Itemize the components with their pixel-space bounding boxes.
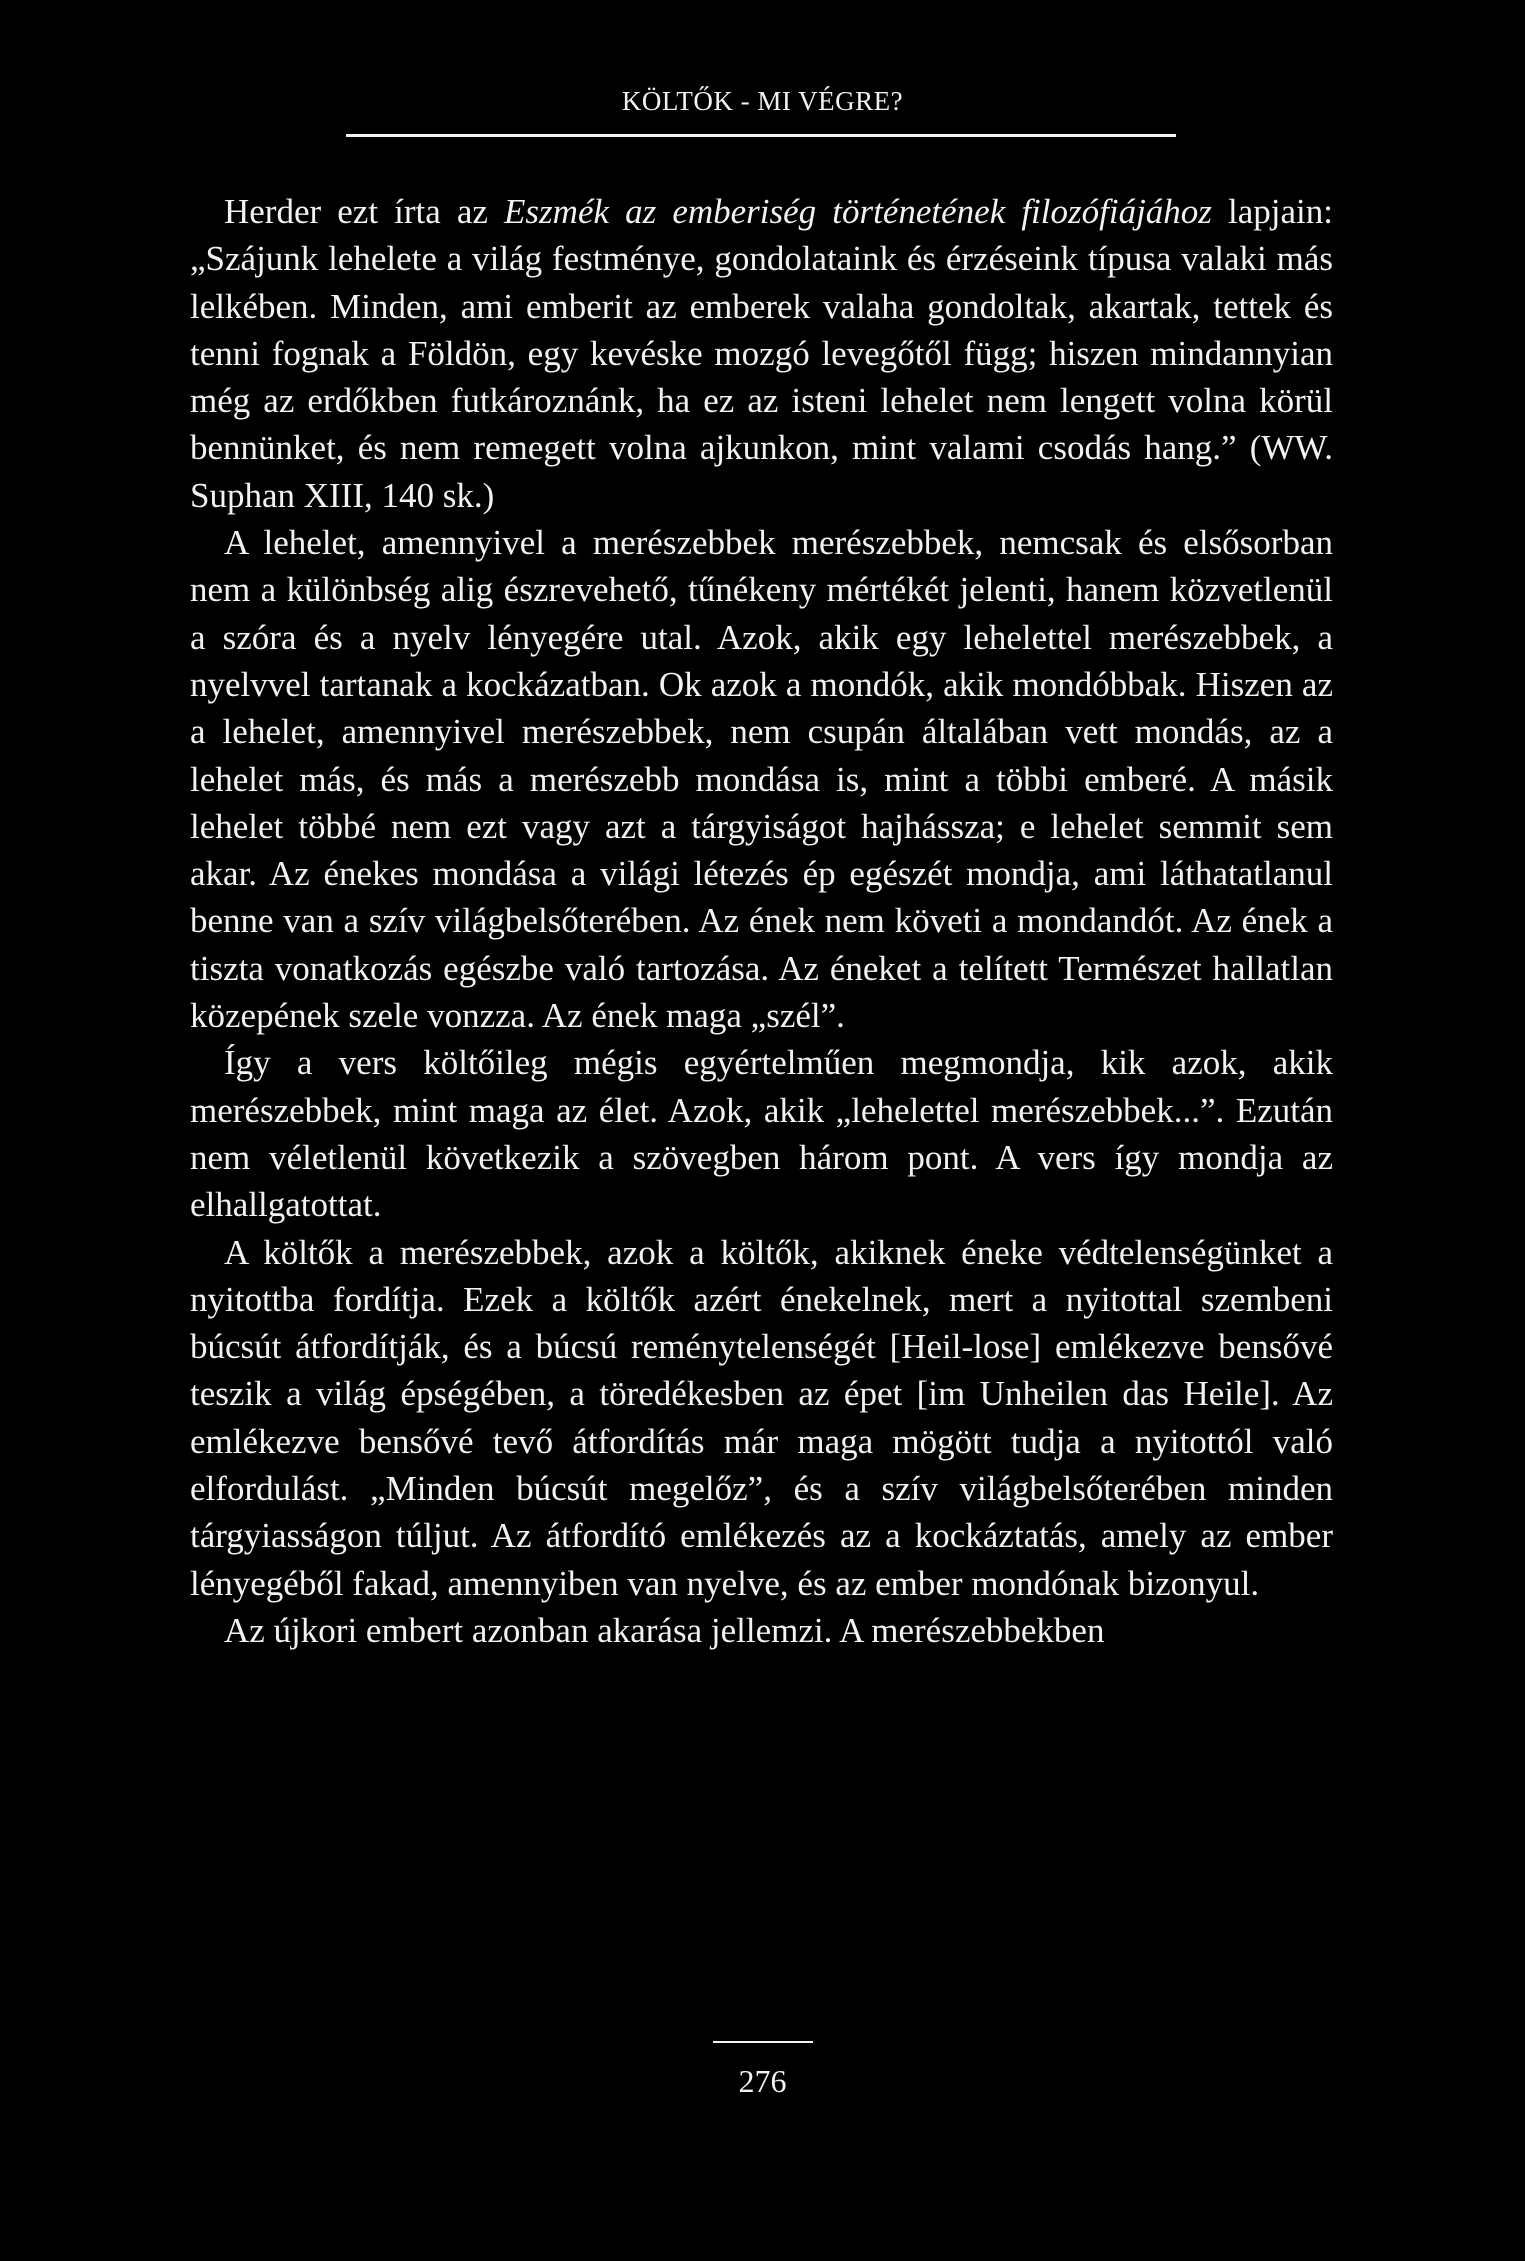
running-head: KÖLTŐK - MI VÉGRE? — [621, 86, 904, 116]
book-title: Eszmék az emberiség történetének filozófiájához — [504, 192, 1212, 231]
paragraph-2: A lehelet, amennyivel a merészebbek merészebbek, nemcsak és elsősorban nem a különbség alig észrevehető, tűnékeny mértékét jelenti, hanem közvetlenül a szóra és a nyelv lényegére utal. Azok, akik egy lehelettel merészebbek, a nyelvvel tartanak a kockázatban. Ok azok a mondók, akik mondóbbak. Hiszen az a lehelet, amennyivel merészebbek, nem csupán általában vett mondás, az a lehelet más, és más a merészebb mondása is, mint a többi emberé. A másik lehelet többé nem ezt vagy azt a tárgyiságot hajhássza; e lehelet semmit sem akar. Az énekes mondása a világi létezés ép egészét mondja, ami láthatatlanul benne van a szív világbelsőterében. Az ének nem követi a mondandót. Az ének a tiszta vonatkozás egészbe való tartozása. Az éneket a telített Természet hallatlan közepének szele vonzza. Az ének maga „szél”. — [190, 523, 1333, 1036]
paragraph-1 — [190, 188, 1333, 519]
page-number: 276 — [738, 2063, 787, 2099]
paragraph-4: A költők a merészebbek, azok a költők, akiknek éneke védtelenségünket a nyitottba fordítja. Ezek a költők azért énekelnek, mert a nyitottal szembeni búcsút átfordítják, és a búcsú reménytelenségét [Heil-lose] emlékezve bensővé teszik a világ épségében, a töredékesben az épet [im Unheilen das Heile]. Az emlékezve bensővé tevő átfordítás már maga mögött tudja a nyitottól való elfordulást. „Minden búcsút megelőz”, és a szív világbelsőterében minden tárgyiasságon túljut. Az átfordító emlékezés az a kockáztatás, amely az ember lényegéből fakad, amennyiben van nyelve, és az ember mondónak bizonyul. — [190, 1232, 1333, 1603]
paragraph-3: Így a vers költőileg mégis egyértelműen megmondja, kik azok, akik merészebbek, mint maga az élet. Azok, akik „lehelettel merészebbek...”. Ezután nem véletlenül következik a szövegben három pont. A vers így mondja az elhallgatottat. — [190, 1043, 1333, 1225]
header-rule — [346, 134, 1176, 137]
paragraph-1-rest: lapjain: „Szájunk lehelete a világ festménye, gondolataink és érzéseink típusa valaki más lelkében. Minden, ami emberit az emberek valaha gondoltak, akartak, tettek és tenni fognak a Földön, egy kevéske mozgó levegőtől függ; hiszen mindannyian még az erdőkben futkároznánk, ha ez az isteni lehelet nem lengett volna körül bennünket, és nem remegett volna ajkunkon, mint valami csodás hang.” (WW. Suphan XIII, 140 sk.) — [190, 192, 1333, 515]
body-text — [190, 188, 1333, 1654]
paragraph-5: Az újkori embert azonban akarása jellemzi. A merészebbekben — [224, 1610, 1105, 1650]
footer-rule — [713, 2041, 813, 2043]
paragraph-1-lead: Herder ezt írta az — [224, 192, 505, 231]
